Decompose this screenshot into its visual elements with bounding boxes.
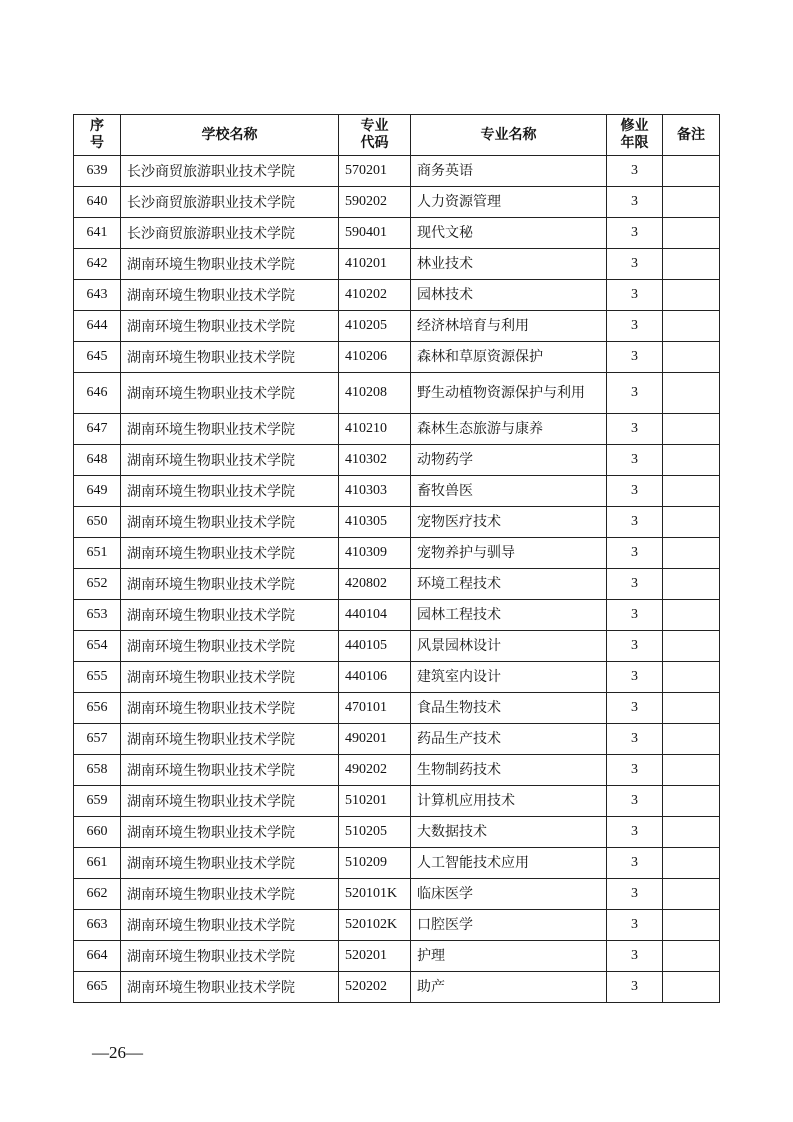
cell-remark: [663, 373, 720, 414]
cell-major: 宠物医疗技术: [411, 507, 607, 538]
cell-seq: 657: [74, 724, 121, 755]
header-remark: 备注: [663, 115, 720, 156]
cell-major: 现代文秘: [411, 218, 607, 249]
cell-major: 药品生产技术: [411, 724, 607, 755]
cell-school: 长沙商贸旅游职业技术学院: [121, 218, 339, 249]
cell-seq: 654: [74, 631, 121, 662]
cell-school: 湖南环境生物职业技术学院: [121, 848, 339, 879]
cell-major: 助产: [411, 972, 607, 1003]
table-row: [74, 414, 720, 445]
table-header-row: [74, 115, 720, 156]
cell-seq: 646: [74, 373, 121, 414]
cell-remark: [663, 218, 720, 249]
cell-remark: [663, 569, 720, 600]
cell-years: 3: [607, 538, 663, 569]
table-row: [74, 156, 720, 187]
cell-school: 长沙商贸旅游职业技术学院: [121, 156, 339, 187]
cell-years: 3: [607, 817, 663, 848]
cell-seq: 645: [74, 342, 121, 373]
cell-school: 湖南环境生物职业技术学院: [121, 507, 339, 538]
table-row: [74, 631, 720, 662]
cell-remark: [663, 848, 720, 879]
cell-code: 490202: [339, 755, 411, 786]
table-row: [74, 311, 720, 342]
cell-code: 490201: [339, 724, 411, 755]
cell-major: 口腔医学: [411, 910, 607, 941]
cell-years: 3: [607, 693, 663, 724]
table-row: [74, 910, 720, 941]
table-row: [74, 972, 720, 1003]
cell-school: 湖南环境生物职业技术学院: [121, 972, 339, 1003]
cell-seq: 652: [74, 569, 121, 600]
header-school: 学校名称: [121, 115, 339, 156]
cell-major: 商务英语: [411, 156, 607, 187]
cell-seq: 639: [74, 156, 121, 187]
header-years: [607, 115, 663, 156]
table-row: [74, 187, 720, 218]
cell-seq: 651: [74, 538, 121, 569]
cell-years: 3: [607, 755, 663, 786]
cell-school: 湖南环境生物职业技术学院: [121, 538, 339, 569]
cell-years: 3: [607, 373, 663, 414]
cell-remark: [663, 280, 720, 311]
cell-code: 410309: [339, 538, 411, 569]
cell-remark: [663, 414, 720, 445]
cell-code: 410202: [339, 280, 411, 311]
header-seq-label: 序号: [90, 118, 104, 151]
page-number: —26—: [92, 1043, 143, 1062]
cell-school: 湖南环境生物职业技术学院: [121, 724, 339, 755]
cell-code: 510205: [339, 817, 411, 848]
cell-remark: [663, 755, 720, 786]
cell-major: 动物药学: [411, 445, 607, 476]
cell-school: 湖南环境生物职业技术学院: [121, 817, 339, 848]
cell-remark: [663, 941, 720, 972]
cell-seq: 647: [74, 414, 121, 445]
cell-seq: 650: [74, 507, 121, 538]
cell-remark: [663, 311, 720, 342]
cell-code: 520201: [339, 941, 411, 972]
cell-years: 3: [607, 662, 663, 693]
cell-major: 生物制药技术: [411, 755, 607, 786]
program-table: [73, 114, 720, 1003]
cell-seq: 653: [74, 600, 121, 631]
cell-seq: 643: [74, 280, 121, 311]
cell-code: 510209: [339, 848, 411, 879]
cell-years: 3: [607, 156, 663, 187]
cell-years: 3: [607, 280, 663, 311]
cell-school: 湖南环境生物职业技术学院: [121, 879, 339, 910]
cell-code: 520101K: [339, 879, 411, 910]
cell-school: 湖南环境生物职业技术学院: [121, 910, 339, 941]
cell-major: 森林和草原资源保护: [411, 342, 607, 373]
cell-years: 3: [607, 476, 663, 507]
cell-major: 计算机应用技术: [411, 786, 607, 817]
table-row: [74, 724, 720, 755]
cell-code: 410201: [339, 249, 411, 280]
cell-years: 3: [607, 600, 663, 631]
cell-years: 3: [607, 848, 663, 879]
cell-seq: 659: [74, 786, 121, 817]
cell-major: 园林工程技术: [411, 600, 607, 631]
cell-school: 湖南环境生物职业技术学院: [121, 445, 339, 476]
cell-school: 湖南环境生物职业技术学院: [121, 631, 339, 662]
cell-school: 湖南环境生物职业技术学院: [121, 941, 339, 972]
cell-code: 410305: [339, 507, 411, 538]
cell-major: 护理: [411, 941, 607, 972]
cell-remark: [663, 156, 720, 187]
cell-school: 长沙商贸旅游职业技术学院: [121, 187, 339, 218]
cell-remark: [663, 786, 720, 817]
header-code: [339, 115, 411, 156]
cell-remark: [663, 910, 720, 941]
cell-seq: 663: [74, 910, 121, 941]
cell-seq: 644: [74, 311, 121, 342]
cell-major: 食品生物技术: [411, 693, 607, 724]
cell-code: 510201: [339, 786, 411, 817]
header-years-label: 修业年限: [620, 118, 649, 151]
cell-remark: [663, 724, 720, 755]
cell-school: 湖南环境生物职业技术学院: [121, 662, 339, 693]
cell-major: 野生动植物资源保护与利用: [411, 373, 607, 414]
header-code-label: 专业代码: [360, 118, 389, 151]
table-row: [74, 600, 720, 631]
cell-school: 湖南环境生物职业技术学院: [121, 311, 339, 342]
table-row: [74, 848, 720, 879]
table-row: [74, 218, 720, 249]
cell-major: 森林生态旅游与康养: [411, 414, 607, 445]
cell-school: 湖南环境生物职业技术学院: [121, 414, 339, 445]
cell-school: 湖南环境生物职业技术学院: [121, 373, 339, 414]
cell-seq: 658: [74, 755, 121, 786]
table-row: [74, 507, 720, 538]
cell-seq: 656: [74, 693, 121, 724]
cell-school: 湖南环境生物职业技术学院: [121, 476, 339, 507]
cell-code: 520202: [339, 972, 411, 1003]
cell-remark: [663, 693, 720, 724]
table-row: [74, 476, 720, 507]
cell-years: 3: [607, 507, 663, 538]
cell-code: 440106: [339, 662, 411, 693]
cell-major: 宠物养护与驯导: [411, 538, 607, 569]
cell-code: 410205: [339, 311, 411, 342]
cell-code: 470101: [339, 693, 411, 724]
cell-school: 湖南环境生物职业技术学院: [121, 569, 339, 600]
table-row: [74, 373, 720, 414]
cell-school: 湖南环境生物职业技术学院: [121, 693, 339, 724]
cell-years: 3: [607, 445, 663, 476]
cell-years: 3: [607, 569, 663, 600]
cell-years: 3: [607, 218, 663, 249]
table-row: [74, 662, 720, 693]
cell-code: 410303: [339, 476, 411, 507]
cell-code: 570201: [339, 156, 411, 187]
table-row: [74, 817, 720, 848]
table-row: [74, 755, 720, 786]
cell-seq: 664: [74, 941, 121, 972]
cell-school: 湖南环境生物职业技术学院: [121, 342, 339, 373]
cell-years: 3: [607, 972, 663, 1003]
cell-years: 3: [607, 786, 663, 817]
header-seq: [74, 115, 121, 156]
cell-seq: 640: [74, 187, 121, 218]
cell-code: 440104: [339, 600, 411, 631]
cell-remark: [663, 342, 720, 373]
cell-code: 410302: [339, 445, 411, 476]
cell-school: 湖南环境生物职业技术学院: [121, 600, 339, 631]
cell-school: 湖南环境生物职业技术学院: [121, 786, 339, 817]
table-row: [74, 445, 720, 476]
cell-school: 湖南环境生物职业技术学院: [121, 755, 339, 786]
cell-seq: 649: [74, 476, 121, 507]
cell-remark: [663, 600, 720, 631]
cell-seq: 665: [74, 972, 121, 1003]
cell-major: 大数据技术: [411, 817, 607, 848]
cell-major: 经济林培育与利用: [411, 311, 607, 342]
cell-years: 3: [607, 414, 663, 445]
cell-remark: [663, 662, 720, 693]
cell-remark: [663, 972, 720, 1003]
cell-seq: 641: [74, 218, 121, 249]
cell-seq: 648: [74, 445, 121, 476]
table-row: [74, 786, 720, 817]
cell-years: 3: [607, 631, 663, 662]
cell-seq: 662: [74, 879, 121, 910]
table-row: [74, 280, 720, 311]
cell-years: 3: [607, 249, 663, 280]
cell-remark: [663, 445, 720, 476]
cell-years: 3: [607, 910, 663, 941]
cell-school: 湖南环境生物职业技术学院: [121, 280, 339, 311]
cell-major: 畜牧兽医: [411, 476, 607, 507]
table-row: [74, 941, 720, 972]
table-row: [74, 693, 720, 724]
cell-years: 3: [607, 724, 663, 755]
cell-school: 湖南环境生物职业技术学院: [121, 249, 339, 280]
table-row: [74, 879, 720, 910]
cell-major: 林业技术: [411, 249, 607, 280]
cell-code: 590202: [339, 187, 411, 218]
cell-remark: [663, 631, 720, 662]
cell-remark: [663, 817, 720, 848]
cell-seq: 642: [74, 249, 121, 280]
cell-remark: [663, 507, 720, 538]
cell-major: 风景园林设计: [411, 631, 607, 662]
cell-major: 临床医学: [411, 879, 607, 910]
cell-major: 建筑室内设计: [411, 662, 607, 693]
cell-remark: [663, 249, 720, 280]
cell-code: 410208: [339, 373, 411, 414]
cell-remark: [663, 538, 720, 569]
table-row: [74, 569, 720, 600]
cell-code: 440105: [339, 631, 411, 662]
cell-remark: [663, 187, 720, 218]
cell-seq: 660: [74, 817, 121, 848]
cell-years: 3: [607, 187, 663, 218]
cell-code: 410210: [339, 414, 411, 445]
cell-years: 3: [607, 941, 663, 972]
cell-remark: [663, 879, 720, 910]
cell-remark: [663, 476, 720, 507]
cell-major: 环境工程技术: [411, 569, 607, 600]
table-row: [74, 342, 720, 373]
cell-major: 园林技术: [411, 280, 607, 311]
table-row: [74, 249, 720, 280]
cell-years: 3: [607, 879, 663, 910]
table-row: [74, 538, 720, 569]
cell-years: 3: [607, 311, 663, 342]
header-major: 专业名称: [411, 115, 607, 156]
cell-seq: 655: [74, 662, 121, 693]
cell-code: 520102K: [339, 910, 411, 941]
cell-major: 人力资源管理: [411, 187, 607, 218]
cell-code: 590401: [339, 218, 411, 249]
cell-major: 人工智能技术应用: [411, 848, 607, 879]
cell-code: 410206: [339, 342, 411, 373]
cell-years: 3: [607, 342, 663, 373]
table-body: [74, 156, 720, 1003]
cell-code: 420802: [339, 569, 411, 600]
cell-seq: 661: [74, 848, 121, 879]
